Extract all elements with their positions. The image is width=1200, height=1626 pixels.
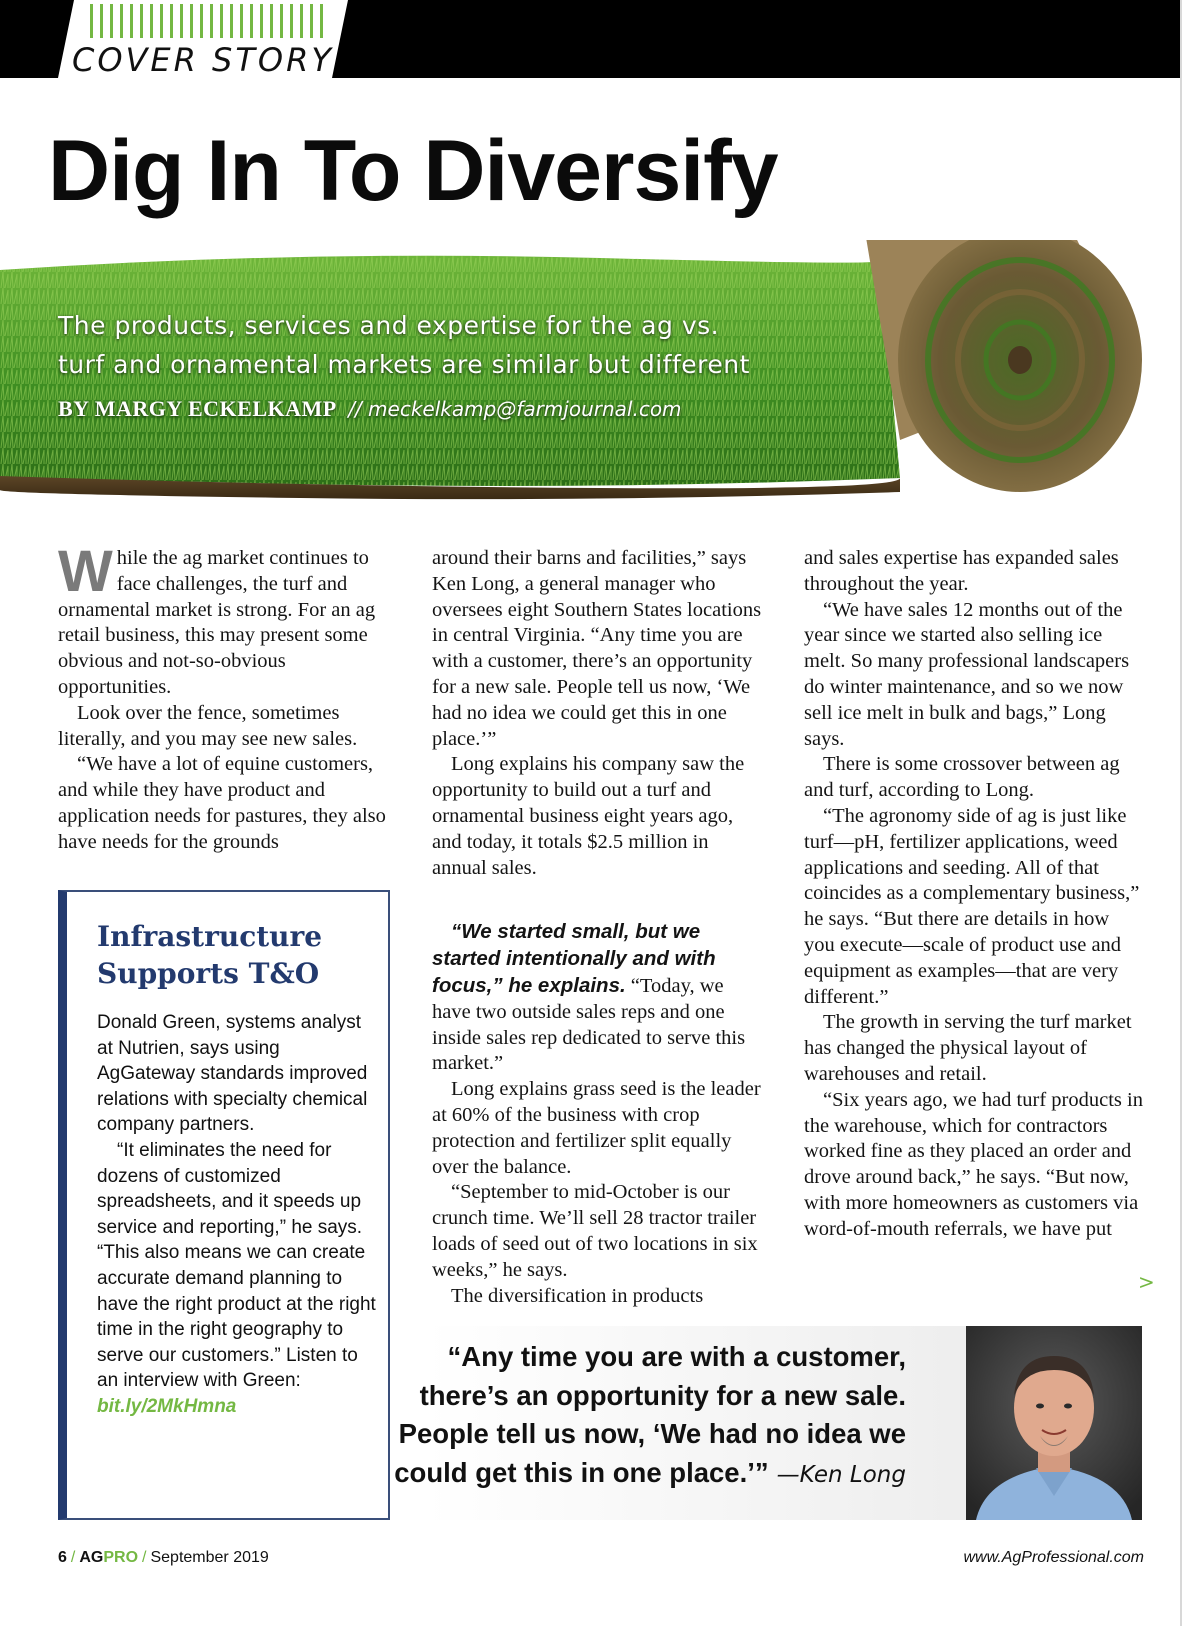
byline-author: BY MARGY ECKELKAMP (58, 396, 337, 421)
sidebar-link[interactable]: bit.ly/2MkHmna (97, 1395, 237, 1417)
sidebar-paragraph: Donald Green, systems analyst at Nutrien, says using AgGateway standards improved relations with specialty chemical company partners. (97, 1012, 368, 1136)
paragraph: There is some crossover between ag and turf, according to Long. (804, 753, 1120, 802)
byline-email[interactable]: // meckelkamp@farmjournal.com (348, 397, 682, 421)
pull-quote-attribution: —Ken Long (776, 1461, 906, 1488)
paragraph: “We have sales 12 months out of the year since we started also selling ice melt. So many professional landscapers do winter maintenance, and so we now sell ice melt in bulk and bags,” Long says. (804, 598, 1130, 750)
issue-date: September 2019 (150, 1549, 269, 1566)
paragraph: and sales expertise has expanded sales throughout the year. (804, 547, 1119, 595)
page-edge-rule (1180, 0, 1182, 1626)
page-number: 6 (58, 1549, 67, 1566)
magazine-brand: AGPRO (79, 1549, 139, 1566)
sidebar-title: Infrastructure Supports T&O (97, 920, 323, 990)
footer-folio: 6 / AGPRO / September 2019 (58, 1549, 269, 1566)
paragraph: Long explains his company saw the opportunity to build out a turf and ornamental business eight years ago, and today, it totals $2.5 million in annual sales. (432, 753, 745, 879)
ken-long-portrait-photo (966, 1326, 1142, 1520)
drop-cap: W (58, 539, 113, 604)
headline: Dig In To Diversify (48, 123, 778, 219)
paragraph: The growth in serving the turf market has changed the physical layout of warehouses and retail. (804, 1011, 1132, 1085)
pull-quote (386, 1338, 906, 1494)
green-stripe-pattern (90, 4, 330, 38)
paragraph: “September to mid-October is our crunch time. We’ll sell 28 tractor trailer loads of seed out of two locations in six weeks,” he says. (432, 1181, 758, 1281)
sidebar-box (58, 890, 390, 1520)
deck-line-2: turf and ornamental markets are similar but different (58, 350, 750, 379)
pull-quote-text: “Any time you are with a customer, there’s an opportunity for a new sale. People tell us now, ‘We had no idea we could get this in one place.’” (394, 1341, 906, 1488)
paragraph: The diversification in products (451, 1284, 704, 1307)
continue-arrow-icon[interactable]: > (1138, 1270, 1155, 1294)
paragraph: “Six years ago, we had turf products in the warehouse, which for contractors worked fine as they placed an order and drove around back,” he says. “But now, with more homeowners as customers via word-of-mouth referrals, we have put (804, 1088, 1143, 1240)
sidebar-paragraph: “It eliminates the need for dozens of customized spreadsheets, and it speeds up service and reporting,” he says. “This also means we can create accurate demand planning to have the right product at the right time in the right geography to serve our customers.” Listen to an interview with Green: (97, 1139, 376, 1392)
paragraph: “The agronomy side of ag is just like turf—pH, fertilizer applications, weed applications and seeding. All of that coincides as a complementary business,” he says. “But there are details in how you execute—scale of product use and equipment as examples—that are very different.” (804, 804, 1140, 1008)
section-label: COVER STORY (72, 41, 334, 79)
body-column-3 (804, 546, 1144, 1243)
paragraph: “We have a lot of equine customers, and while they have product and application needs for pastures, they also have needs for the grounds (58, 753, 386, 853)
paragraph: Long explains grass seed is the leader at 60% of the business with crop protection and fertilizer split equally over the balance. (432, 1078, 761, 1178)
paragraph: “We started small, but we started intentionally and with focus,” he explains. “Today, we have two outside sales reps and one inside sales rep dedicated to serve this market.” (432, 920, 746, 1075)
byline (58, 396, 682, 422)
deck-line-1: The products, services and expertise for the ag vs. (58, 311, 720, 340)
paragraph: While the ag market continues to face challenges, the turf and ornamental market is strong. For an ag retail business, this may present some obvious and not-so-obvious opportunities. (58, 539, 376, 698)
emphasis-quote: “We started small, but we started intentionally and with focus,” he explains. (432, 920, 716, 997)
sidebar-body (97, 1010, 377, 1420)
article-deck (58, 306, 858, 384)
paragraph: around their barns and facilities,” says Ken Long, a general manager who oversees eight Southern States locations in central Virginia. “Any time you are with a customer, there’s an opportunity for a new sale. People tell us now, ‘We had no idea we could get this in one place.’” (432, 547, 762, 750)
body-column-1 (58, 539, 393, 856)
paragraph: Look over the fence, sometimes literally, and you may see new sales. (58, 701, 358, 750)
body-column-2 (432, 546, 767, 1309)
footer-website-link[interactable]: www.AgProfessional.com (963, 1549, 1144, 1566)
